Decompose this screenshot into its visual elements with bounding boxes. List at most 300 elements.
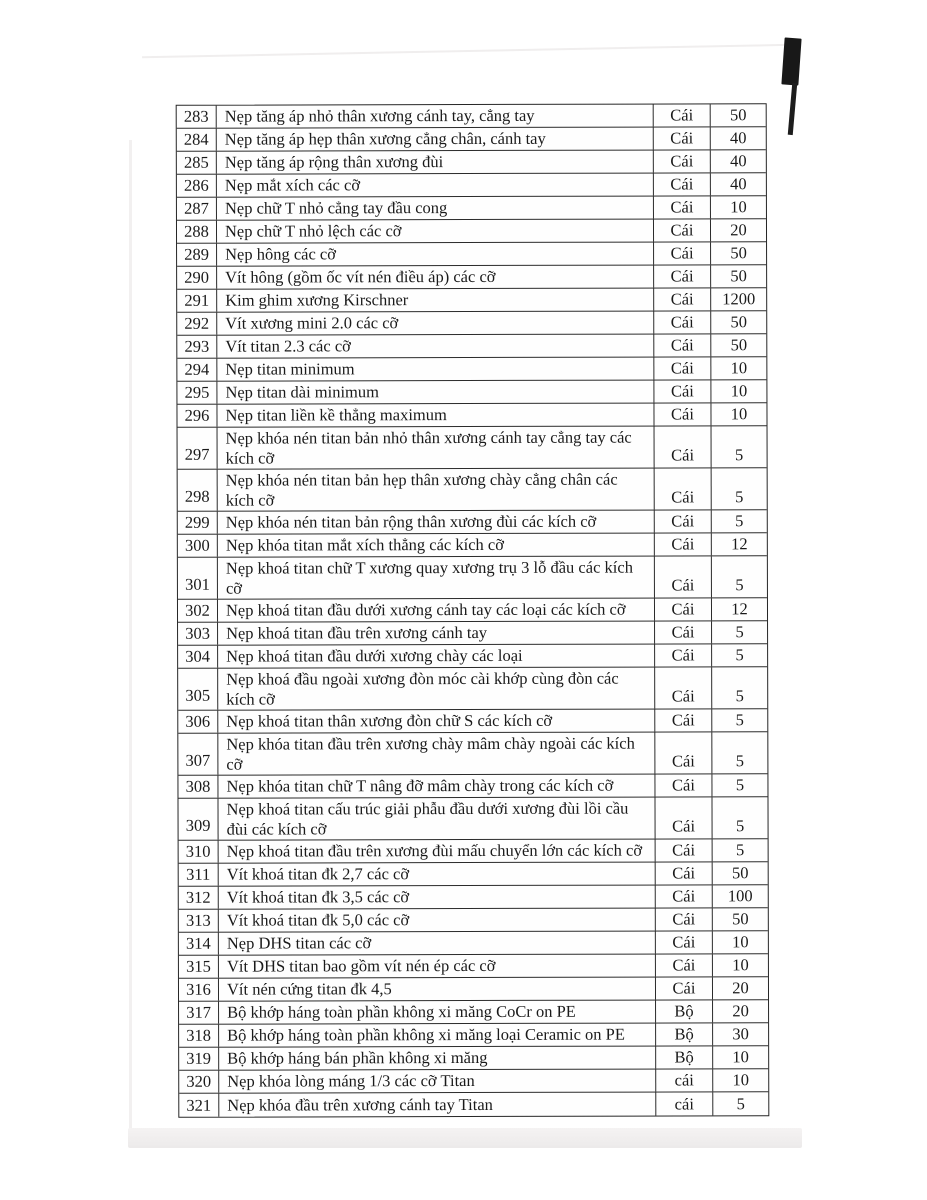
row-number-cell-text: 283 xyxy=(183,106,209,126)
description-cell xyxy=(218,557,655,599)
quantity-cell xyxy=(712,556,767,597)
table-row xyxy=(179,862,768,887)
description-cell-text: Nẹp khóa titan đầu trên xương chày mâm chày ngoài các kích cỡ xyxy=(226,733,635,774)
row-number-cell-text: 298 xyxy=(184,486,210,506)
description-cell xyxy=(217,335,654,358)
description-cell xyxy=(218,645,655,668)
description-cell xyxy=(219,909,656,932)
quantity-cell-text: 40 xyxy=(730,174,747,194)
unit-cell-text: Cái xyxy=(670,266,694,286)
row-number-cell-text: 318 xyxy=(186,1025,212,1045)
row-number-cell-text: 296 xyxy=(184,405,210,425)
table-row xyxy=(178,510,767,535)
quantity-cell xyxy=(713,839,768,861)
unit-cell xyxy=(654,150,711,172)
description-cell xyxy=(218,775,655,798)
quantity-cell xyxy=(711,127,766,149)
description-cell-text: Nẹp khoá titan đầu trên xương đùi mấu chuyển lớn các kích cỡ xyxy=(226,840,643,861)
quantity-cell-text: 10 xyxy=(730,381,748,401)
row-number-cell xyxy=(177,405,217,427)
description-cell xyxy=(217,358,654,381)
unit-cell-text: Cái xyxy=(671,645,695,665)
unit-cell-text: Cái xyxy=(671,751,695,771)
table-row xyxy=(178,598,767,623)
row-number-cell xyxy=(177,198,217,220)
description-cell xyxy=(219,1070,656,1093)
quantity-cell-text: 10 xyxy=(732,955,749,975)
unit-cell xyxy=(654,311,711,333)
unit-cell xyxy=(656,954,713,976)
description-cell xyxy=(218,534,655,557)
description-cell xyxy=(217,404,654,427)
quantity-cell xyxy=(712,598,767,620)
description-cell xyxy=(219,978,656,1001)
table-row xyxy=(179,1023,768,1048)
description-cell-text: Nẹp khóa titan chữ T nâng đỡ mâm chày trong các kích cỡ xyxy=(226,775,614,796)
quantity-cell-text: 10 xyxy=(730,197,747,217)
unit-cell xyxy=(656,1000,713,1022)
table-row xyxy=(178,774,767,799)
quantity-cell-text: 5 xyxy=(735,575,744,595)
unit-cell xyxy=(656,931,713,953)
quantity-cell xyxy=(711,104,766,126)
row-number-cell-text: 305 xyxy=(185,685,211,705)
description-cell-text: Nẹp chữ T nhỏ lệch các cỡ xyxy=(224,221,402,241)
sheet-left-edge-shadow xyxy=(129,140,132,1135)
quantity-cell-text: 5 xyxy=(735,710,744,730)
unit-cell xyxy=(654,403,711,425)
description-cell-text: Nẹp khoá titan thân xương đòn chữ S các kích cỡ xyxy=(226,710,553,731)
unit-cell xyxy=(654,242,711,264)
description-cell-text: Kim ghim xương Kirschner xyxy=(225,290,409,310)
quantity-cell-text: 50 xyxy=(730,266,747,286)
scan-artifact-mark-tail xyxy=(788,83,798,135)
row-number-cell-text: 297 xyxy=(184,444,210,464)
table-row xyxy=(178,644,767,669)
quantity-cell xyxy=(712,774,767,796)
row-number-cell xyxy=(178,623,218,645)
description-cell-text: Bộ khớp háng toàn phần không xi măng loại Ceramic on PE xyxy=(227,1024,625,1045)
unit-cell-text: Cái xyxy=(672,886,696,906)
description-cell xyxy=(217,289,654,312)
row-number-cell-text: 306 xyxy=(185,711,211,731)
row-number-cell-text: 286 xyxy=(183,175,209,195)
table-row xyxy=(179,908,768,933)
row-number-cell xyxy=(177,175,217,197)
quantity-cell-text: 10 xyxy=(730,358,748,378)
unit-cell-text: Cái xyxy=(670,197,694,217)
description-cell-text: Nẹp chữ T nhỏ cẳng tay đầu cong xyxy=(224,198,448,218)
quantity-cell-text: 5 xyxy=(735,775,745,795)
row-number-cell-text: 311 xyxy=(186,864,211,884)
unit-cell xyxy=(654,104,711,126)
table-row xyxy=(178,732,767,776)
row-number-cell-text: 315 xyxy=(186,956,211,976)
description-cell xyxy=(219,840,656,863)
quantity-cell-text: 50 xyxy=(730,312,748,332)
row-number-cell xyxy=(178,428,218,469)
description-cell-text: Vít xương mini 2.0 các cỡ xyxy=(225,313,399,333)
description-cell-text: Nẹp tăng áp rộng thân xương đùi xyxy=(224,152,444,172)
table-row xyxy=(179,977,768,1002)
unit-cell-text: Cái xyxy=(670,174,694,194)
description-cell-text: Nẹp khóa đầu trên xương cánh tay Titan xyxy=(227,1094,493,1115)
quantity-cell-text: 100 xyxy=(727,886,753,906)
quantity-cell-text: 5 xyxy=(735,622,744,642)
row-number-cell-text: 301 xyxy=(185,574,210,594)
description-cell xyxy=(217,220,654,243)
row-number-cell xyxy=(177,152,217,174)
unit-cell xyxy=(654,173,711,195)
quantity-cell xyxy=(712,426,767,467)
unit-cell-text: Cái xyxy=(671,511,695,531)
row-number-cell xyxy=(179,979,219,1001)
row-number-cell xyxy=(177,106,217,128)
quantity-cell xyxy=(711,150,766,172)
unit-cell-text: Cái xyxy=(671,710,695,730)
row-number-cell-text: 289 xyxy=(184,244,209,264)
quantity-cell xyxy=(711,380,766,402)
description-cell xyxy=(219,955,656,978)
row-number-cell-text: 290 xyxy=(184,267,210,287)
unit-cell-text: Bộ xyxy=(674,1024,694,1044)
description-cell-text: Bộ khớp háng bán phần không xi măng xyxy=(227,1047,488,1068)
row-number-cell xyxy=(179,1048,219,1070)
quantity-cell-text: 5 xyxy=(735,645,744,665)
table-row xyxy=(177,219,766,244)
table-row xyxy=(178,709,767,734)
row-number-cell xyxy=(178,470,218,511)
quantity-cell-text: 12 xyxy=(731,534,748,554)
quantity-cell-text: 12 xyxy=(731,599,748,619)
unit-cell-text: Cái xyxy=(671,534,695,554)
quantity-cell xyxy=(713,1023,768,1045)
row-number-cell-text: 321 xyxy=(186,1095,212,1115)
row-number-cell xyxy=(178,711,218,733)
row-number-cell-text: 319 xyxy=(186,1048,212,1068)
table-row xyxy=(179,931,768,956)
description-cell-text: Nẹp khoá titan đầu dưới xương cánh tay các loại các kích cỡ xyxy=(225,599,626,620)
description-cell xyxy=(218,599,655,622)
quantity-cell xyxy=(713,1046,768,1068)
unit-cell xyxy=(654,219,711,241)
row-number-cell-text: 307 xyxy=(185,750,211,770)
unit-cell xyxy=(654,127,711,149)
row-number-cell-text: 293 xyxy=(184,336,210,356)
row-number-cell-text: 320 xyxy=(186,1071,212,1091)
quantity-cell xyxy=(711,357,766,379)
row-number-cell-text: 295 xyxy=(184,382,210,402)
table-row xyxy=(177,173,766,198)
unit-cell xyxy=(654,357,711,379)
quantity-cell xyxy=(711,288,766,310)
quantity-cell xyxy=(712,797,767,838)
row-number-cell xyxy=(178,799,218,840)
quantity-cell-text: 50 xyxy=(732,909,749,929)
description-cell-text: Nẹp khoá titan cấu trúc giải phẫu đầu dưới xương đùi lồi cầu đùi các kích cỡ xyxy=(226,798,629,839)
table-row xyxy=(179,1046,768,1071)
unit-cell-text: Cái xyxy=(670,128,694,148)
row-number-cell xyxy=(178,535,218,557)
row-number-cell xyxy=(179,887,219,909)
row-number-cell xyxy=(179,1002,219,1024)
row-number-cell xyxy=(177,267,217,289)
unit-cell xyxy=(655,468,712,509)
unit-cell-text: Cái xyxy=(672,816,696,836)
description-cell-text: Nẹp titan minimum xyxy=(225,359,355,379)
unit-cell xyxy=(655,797,712,838)
table-row xyxy=(178,426,767,470)
table-row xyxy=(178,667,767,711)
description-cell-text: Nẹp khóa lòng máng 1/3 các cỡ Titan xyxy=(227,1070,475,1091)
unit-cell-text: Cái xyxy=(670,220,694,240)
unit-cell-text: Cái xyxy=(672,840,696,860)
description-cell-text: Vít hông (gồm ốc vít nén điều áp) các cỡ xyxy=(225,266,496,287)
description-cell-text: Nẹp tăng áp nhỏ thân xương cánh tay, cẳng tay xyxy=(224,105,535,126)
quantity-cell xyxy=(711,311,766,333)
unit-cell xyxy=(655,598,712,620)
table-row xyxy=(177,311,766,336)
table-row xyxy=(178,621,767,646)
description-cell-text: Vít nén cứng titan đk 4,5 xyxy=(226,979,392,999)
quantity-cell xyxy=(713,977,768,999)
quantity-cell xyxy=(713,1069,768,1091)
description-cell xyxy=(219,1001,656,1024)
row-number-cell-text: 300 xyxy=(184,535,210,555)
unit-cell-text: Cái xyxy=(671,622,695,642)
row-number-cell-text: 285 xyxy=(183,152,209,172)
row-number-cell-text: 288 xyxy=(184,221,209,241)
unit-cell-text: Cái xyxy=(670,151,694,171)
quantity-cell-text: 50 xyxy=(731,863,749,883)
row-number-cell-text: 313 xyxy=(185,910,211,930)
description-cell-text: Nẹp khoá titan đầu trên xương cánh tay xyxy=(226,622,488,643)
description-cell-text: Nẹp titan dài minimum xyxy=(225,382,379,402)
quantity-cell xyxy=(711,173,766,195)
quantity-cell-text: 5 xyxy=(735,751,745,771)
sheet-bottom-edge-shadow xyxy=(128,1128,802,1148)
description-cell xyxy=(217,266,654,289)
table-row xyxy=(177,334,766,359)
description-cell xyxy=(217,197,654,220)
quantity-cell xyxy=(713,1092,768,1115)
description-cell-text: Bộ khớp háng toàn phần không xi măng CoCr on PE xyxy=(227,1001,576,1022)
sheet-top-edge-shadow xyxy=(142,44,792,58)
table-row xyxy=(177,150,766,175)
unit-cell-text: cái xyxy=(674,1093,694,1113)
quantity-cell xyxy=(712,709,767,731)
unit-cell xyxy=(654,288,711,310)
unit-cell xyxy=(655,426,712,467)
quantity-cell-text: 50 xyxy=(730,335,748,355)
table-row xyxy=(179,1000,768,1025)
quantity-cell xyxy=(711,334,766,356)
quantity-cell xyxy=(712,468,767,509)
table-row xyxy=(178,556,767,600)
unit-cell xyxy=(655,667,712,708)
unit-cell-text: Cái xyxy=(672,932,696,952)
quantity-cell xyxy=(712,621,767,643)
row-number-cell-text: 284 xyxy=(183,129,209,149)
row-number-cell xyxy=(178,558,218,599)
row-number-cell-text: 304 xyxy=(185,646,211,666)
quantity-cell-text: 5 xyxy=(735,511,744,531)
unit-cell xyxy=(656,885,713,907)
unit-cell xyxy=(654,380,711,402)
unit-cell xyxy=(655,774,712,796)
quantity-cell-text: 10 xyxy=(732,932,749,952)
table-row xyxy=(178,533,767,558)
unit-cell-text: Cái xyxy=(670,289,694,309)
quantity-cell xyxy=(712,644,767,666)
table-row xyxy=(177,403,766,428)
quantity-cell-text: 5 xyxy=(735,487,744,507)
quantity-cell-text: 50 xyxy=(729,105,747,125)
unit-cell xyxy=(656,1046,713,1068)
row-number-cell-text: 308 xyxy=(185,776,211,796)
quantity-cell xyxy=(712,510,767,532)
unit-cell-text: Cái xyxy=(672,909,696,929)
quantity-cell-text: 5 xyxy=(735,840,745,860)
row-number-cell-text: 294 xyxy=(184,359,210,379)
description-cell xyxy=(219,1093,656,1117)
description-cell xyxy=(217,128,654,151)
quantity-cell xyxy=(713,954,768,976)
description-cell-text: Nẹp khóa nén titan bản rộng thân xương đùi các kích cỡ xyxy=(225,511,597,532)
description-cell-text: Nẹp khoá titan đầu dưới xương chày các loại xyxy=(226,645,523,666)
row-number-cell-text: 317 xyxy=(186,1002,211,1022)
table-row xyxy=(179,954,768,979)
description-cell xyxy=(218,511,655,534)
row-number-cell xyxy=(179,933,219,955)
row-number-cell xyxy=(177,290,217,312)
unit-cell-text: Cái xyxy=(670,312,694,332)
description-cell xyxy=(217,174,654,197)
unit-cell xyxy=(654,196,711,218)
row-number-cell xyxy=(177,244,217,266)
description-cell-text: Nẹp hông các cỡ xyxy=(225,244,336,264)
row-number-cell-text: 316 xyxy=(186,979,211,999)
quantity-cell xyxy=(711,265,766,287)
unit-cell-text: Cái xyxy=(670,243,694,263)
description-cell-text: Vít khoá titan đk 5,0 các cỡ xyxy=(226,910,410,930)
table-row xyxy=(177,357,766,382)
row-number-cell xyxy=(178,646,218,668)
scan-artifact-mark xyxy=(781,37,801,85)
description-cell xyxy=(217,243,654,266)
unit-cell-text: Cái xyxy=(670,335,694,355)
unit-cell-text: Cái xyxy=(671,775,695,795)
description-cell-text: Vít DHS titan bao gồm vít nén ép các cỡ xyxy=(226,955,496,976)
unit-cell xyxy=(656,977,713,999)
description-cell-text: Vít khoá titan đk 3,5 các cỡ xyxy=(226,887,410,907)
table-row xyxy=(179,1069,768,1094)
unit-cell-text: Cái xyxy=(672,978,696,998)
description-cell-text: Nẹp khóa titan mắt xích thẳng các kích cỡ xyxy=(225,534,504,555)
row-number-cell xyxy=(177,221,217,243)
description-cell-text: Vít khoá titan đk 2,7 các cỡ xyxy=(226,864,410,884)
description-cell xyxy=(219,1024,656,1047)
unit-cell-text: Cái xyxy=(670,381,694,401)
unit-cell xyxy=(655,732,712,773)
supply-table xyxy=(176,103,770,1118)
row-number-cell-text: 291 xyxy=(184,290,210,310)
table-row xyxy=(177,196,766,221)
row-number-cell xyxy=(177,359,217,381)
table-row xyxy=(179,885,768,910)
row-number-cell-text: 303 xyxy=(185,623,210,643)
description-cell xyxy=(217,381,654,404)
quantity-cell xyxy=(711,242,766,264)
quantity-cell-text: 1200 xyxy=(722,289,756,309)
description-cell xyxy=(218,427,655,469)
description-cell xyxy=(219,932,656,955)
quantity-cell xyxy=(712,533,767,555)
row-number-cell xyxy=(178,512,218,534)
row-number-cell xyxy=(178,776,218,798)
table-row xyxy=(179,1092,768,1117)
unit-cell xyxy=(656,908,713,930)
quantity-cell-text: 30 xyxy=(732,1024,749,1044)
unit-cell xyxy=(656,1023,713,1045)
unit-cell-text: cái xyxy=(674,1070,694,1090)
table-row xyxy=(178,468,767,512)
description-cell xyxy=(218,668,655,710)
quantity-cell-text: 50 xyxy=(730,243,747,263)
unit-cell-text: Bộ xyxy=(674,1001,694,1021)
table-row xyxy=(177,265,766,290)
description-cell-text: Nẹp DHS titan các cỡ xyxy=(226,933,372,953)
description-cell xyxy=(219,1047,656,1070)
quantity-cell xyxy=(713,1000,768,1022)
unit-cell-text: Cái xyxy=(670,404,694,424)
row-number-cell xyxy=(178,600,218,622)
row-number-cell-text: 292 xyxy=(184,313,210,333)
description-cell-text: Nẹp titan liền kề thẳng maximum xyxy=(225,405,447,425)
description-cell-text: Nẹp tăng áp hẹp thân xương cẳng chân, cánh tay xyxy=(224,128,546,149)
table-row xyxy=(177,104,766,129)
quantity-cell-text: 40 xyxy=(730,151,747,171)
description-cell xyxy=(218,622,655,645)
row-number-cell xyxy=(177,313,217,335)
quantity-cell-text: 5 xyxy=(735,816,745,836)
row-number-cell-text: 312 xyxy=(185,887,211,907)
unit-cell xyxy=(655,533,712,555)
row-number-cell xyxy=(177,382,217,404)
description-cell xyxy=(219,886,656,909)
row-number-cell xyxy=(179,1025,219,1047)
row-number-cell-text: 299 xyxy=(184,512,210,532)
quantity-cell xyxy=(711,219,766,241)
description-cell xyxy=(218,798,655,840)
unit-cell-text: Cái xyxy=(672,863,696,883)
unit-cell-text: Cái xyxy=(671,686,695,706)
unit-cell xyxy=(655,644,712,666)
row-number-cell xyxy=(178,669,218,710)
description-cell-text: Nẹp khóa nén titan bản nhỏ thân xương cánh tay cẳng tay các kích cỡ xyxy=(225,427,632,468)
unit-cell xyxy=(654,334,711,356)
description-cell xyxy=(219,863,656,886)
description-cell-text: Nẹp khoá đầu ngoài xương đòn móc cài khớp cùng đòn các kích cỡ xyxy=(226,668,619,709)
quantity-cell xyxy=(711,196,766,218)
table-row xyxy=(179,839,768,864)
row-number-cell xyxy=(177,336,217,358)
quantity-cell xyxy=(713,908,768,930)
quantity-cell xyxy=(712,732,767,773)
unit-cell xyxy=(656,862,713,884)
quantity-cell xyxy=(713,885,768,907)
description-cell xyxy=(218,710,655,733)
